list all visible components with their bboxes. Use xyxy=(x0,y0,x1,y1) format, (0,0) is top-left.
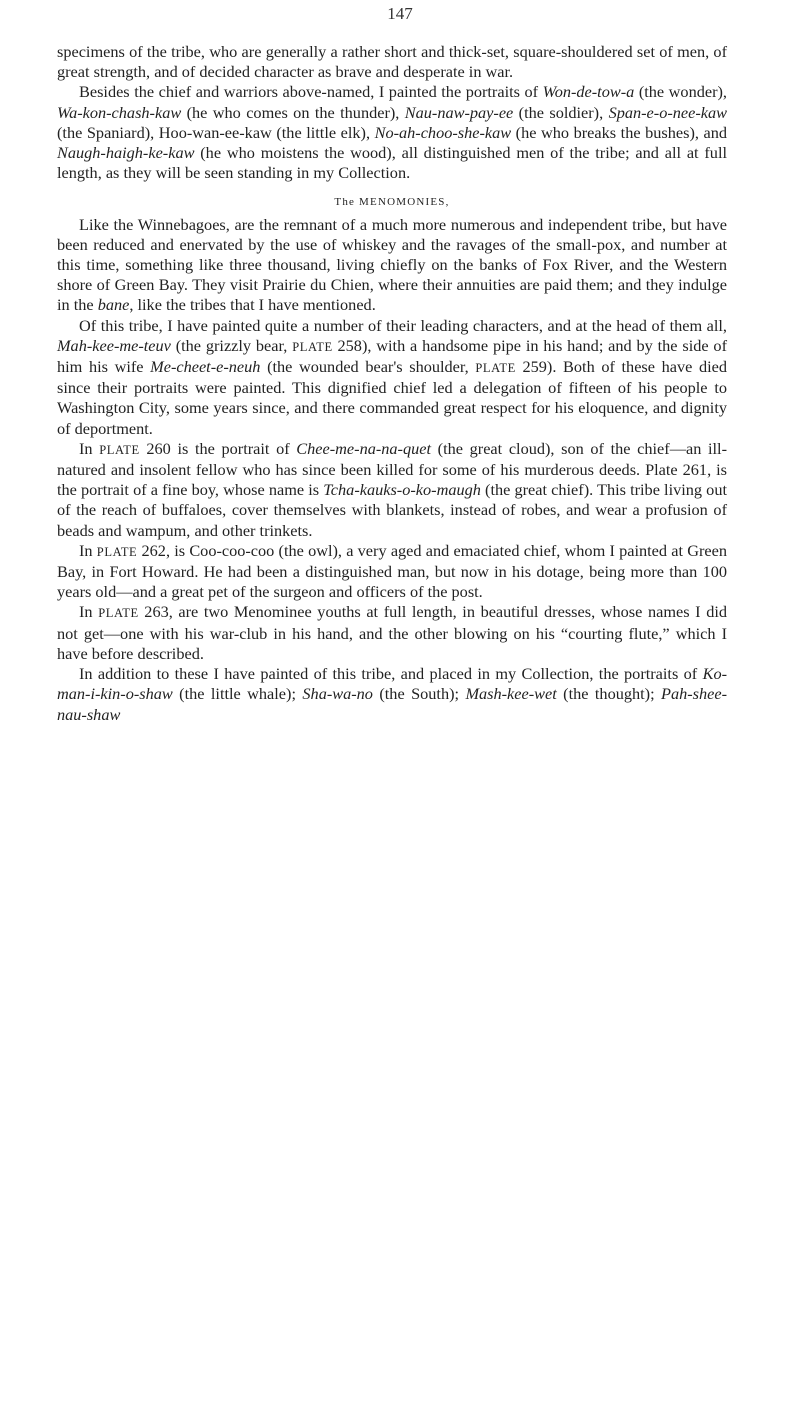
para4-text-3: 258), with a handsome pipe in his hand; and by the side of him his wife xyxy=(57,335,727,377)
para2-text-3: (he who comes on the thunder), xyxy=(181,102,405,122)
indian-name-tcha-kauks-o-ko-maugh: Tcha-kauks-o-ko-maugh xyxy=(323,480,481,500)
para4-text-4: (the wounded bear's shoulder, xyxy=(260,357,476,377)
plate-label: PLATE xyxy=(98,606,139,621)
indian-name-wa-kon-chash-kaw: Wa-kon-chash-kaw xyxy=(57,102,182,122)
indian-name-mash-kee-wet: Mash-kee-wet xyxy=(465,684,557,704)
plate-label: PLATE xyxy=(96,544,138,559)
italic-word-bane: bane xyxy=(97,295,130,315)
paragraph-3 xyxy=(57,215,727,316)
paragraph-4 xyxy=(57,316,727,439)
para5-text-3: (the great cloud), son of the chief—an ill-natured and insolent fellow who has since been killed for some of his murderous deeds. Plate 261, is the portrait of a fine boy, whose name is xyxy=(57,438,728,500)
paragraph-2 xyxy=(57,82,727,183)
indian-name-nau-naw-pay-ee: Nau-naw-pay-ee xyxy=(404,102,514,122)
indian-name-won-de-tow-a: Won-de-tow-a xyxy=(542,82,635,102)
para6-text-2: 262, is Coo-coo-coo (the owl), a very aged and emaciated chief, whom I painted at Green Bay, in Fort Howard. He had been a distinguished man, but now in his dotage, being more than 100 years old—and a great pet of the surgeon and officers of the post. xyxy=(57,540,727,602)
indian-name-me-cheet-e-neuh: Me-cheet-e-neuh xyxy=(150,357,261,377)
indian-name-no-ah-choo-she-kaw: No-ah-choo-she-kaw xyxy=(374,122,512,142)
para2-text-5: (the Spaniard), Hoo-wan-ee-kaw (the little elk), xyxy=(57,122,375,142)
para4-text-2: (the grizzly bear, xyxy=(170,335,293,355)
para8-text-2: (the little whale); xyxy=(172,684,303,704)
indian-name-ko-man-i-kin-o-shaw: Ko-man-i-kin-o-shaw xyxy=(57,664,727,704)
para2-text-6: (he who breaks the bushes), and xyxy=(511,122,727,142)
indian-name-sha-wa-no: Sha-wa-no xyxy=(302,684,373,704)
para3-text-2: , like the tribes that I have mentioned. xyxy=(129,295,376,315)
para7-text-2: 263, are two Menominee youths at full length, in beautiful dresses, whose names I did not get—one with his war-club in his hand, and the other blowing on his “courting flute,” which I have before described. xyxy=(57,602,728,663)
paragraph-1 xyxy=(57,42,727,82)
para2-text-7: (he who moistens the wood), all distinguished men of the tribe; and all at full length, as they will be seen standing in my Collection. xyxy=(57,143,727,183)
section-heading: The MENOMONIES, xyxy=(334,196,450,209)
body-text xyxy=(57,42,727,725)
para5-text-1: In xyxy=(79,438,100,458)
paragraph-7 xyxy=(57,602,727,664)
para8-text-4: (the thought); xyxy=(556,684,662,704)
para7-text-1: In xyxy=(79,602,99,622)
indian-name-span-e-o-nee-kaw: Span-e-o-nee-kaw xyxy=(608,102,728,122)
plate-label: PLATE xyxy=(99,442,140,457)
plate-label: PLATE xyxy=(292,339,333,354)
para2-text-2: (the wonder), xyxy=(634,82,727,102)
para2-text-4: (the soldier), xyxy=(513,102,609,122)
para4-text-5: 259). Both of these have died since their portraits were painted. This dignified chief led a delegation of fifteen of his people to Washington City, some years since, and there commanded great respect for his eloquence, and dignity of deportment. xyxy=(57,357,728,438)
indian-name-mah-kee-me-teuv: Mah-kee-me-teuv xyxy=(57,335,171,355)
para3-text-1: Like the Winnebagoes, are the remnant of a much more numerous and independent tribe, but have been reduced and enervated by the use of whiskey and the ravages of the small-pox, and number at this time, something like three thousand, living chiefly on the banks of Fox River, and the Western shore of Green Bay. They visit Prairie du Chien, where their annuities are paid them; and they indulge in the xyxy=(57,214,727,315)
page-number: 147 xyxy=(387,4,413,23)
para5-text-2: 260 is the portrait of xyxy=(139,438,297,458)
para4-text-1: Of this tribe, I have painted quite a number of their leading characters, and at the head of them all, xyxy=(79,315,727,335)
plate-label: PLATE xyxy=(475,361,516,376)
para8-text-3: (the South); xyxy=(372,684,466,704)
indian-name-pah-shee-nau-shaw: Pah-shee-nau-shaw xyxy=(57,684,728,724)
indian-name-naugh-haigh-ke-kaw: Naugh-haigh-ke-kaw xyxy=(57,143,195,163)
para6-text-1: In xyxy=(79,540,97,560)
para1-text: specimens of the tribe, who are generally a rather short and thick-set, square-shouldered set of men, of great strength, and of decided character as brave and desperate in war. xyxy=(57,42,727,82)
indian-name-chee-me-na-na-quet: Chee-me-na-na-quet xyxy=(296,438,432,458)
para2-text-1: Besides the chief and warriors above-named, I painted the portraits of xyxy=(79,82,543,102)
paragraph-5 xyxy=(57,439,727,541)
para8-text-1: In addition to these I have painted of this tribe, and placed in my Collection, the portraits of xyxy=(79,664,703,684)
para5-text-4: (the great chief). This tribe living out of the reach of buffaloes, cover themselves with blankets, instead of robes, and wear a profusion of beads and wampum, and other trinkets. xyxy=(57,480,727,540)
paragraph-6 xyxy=(57,541,727,603)
paragraph-8 xyxy=(57,664,727,725)
